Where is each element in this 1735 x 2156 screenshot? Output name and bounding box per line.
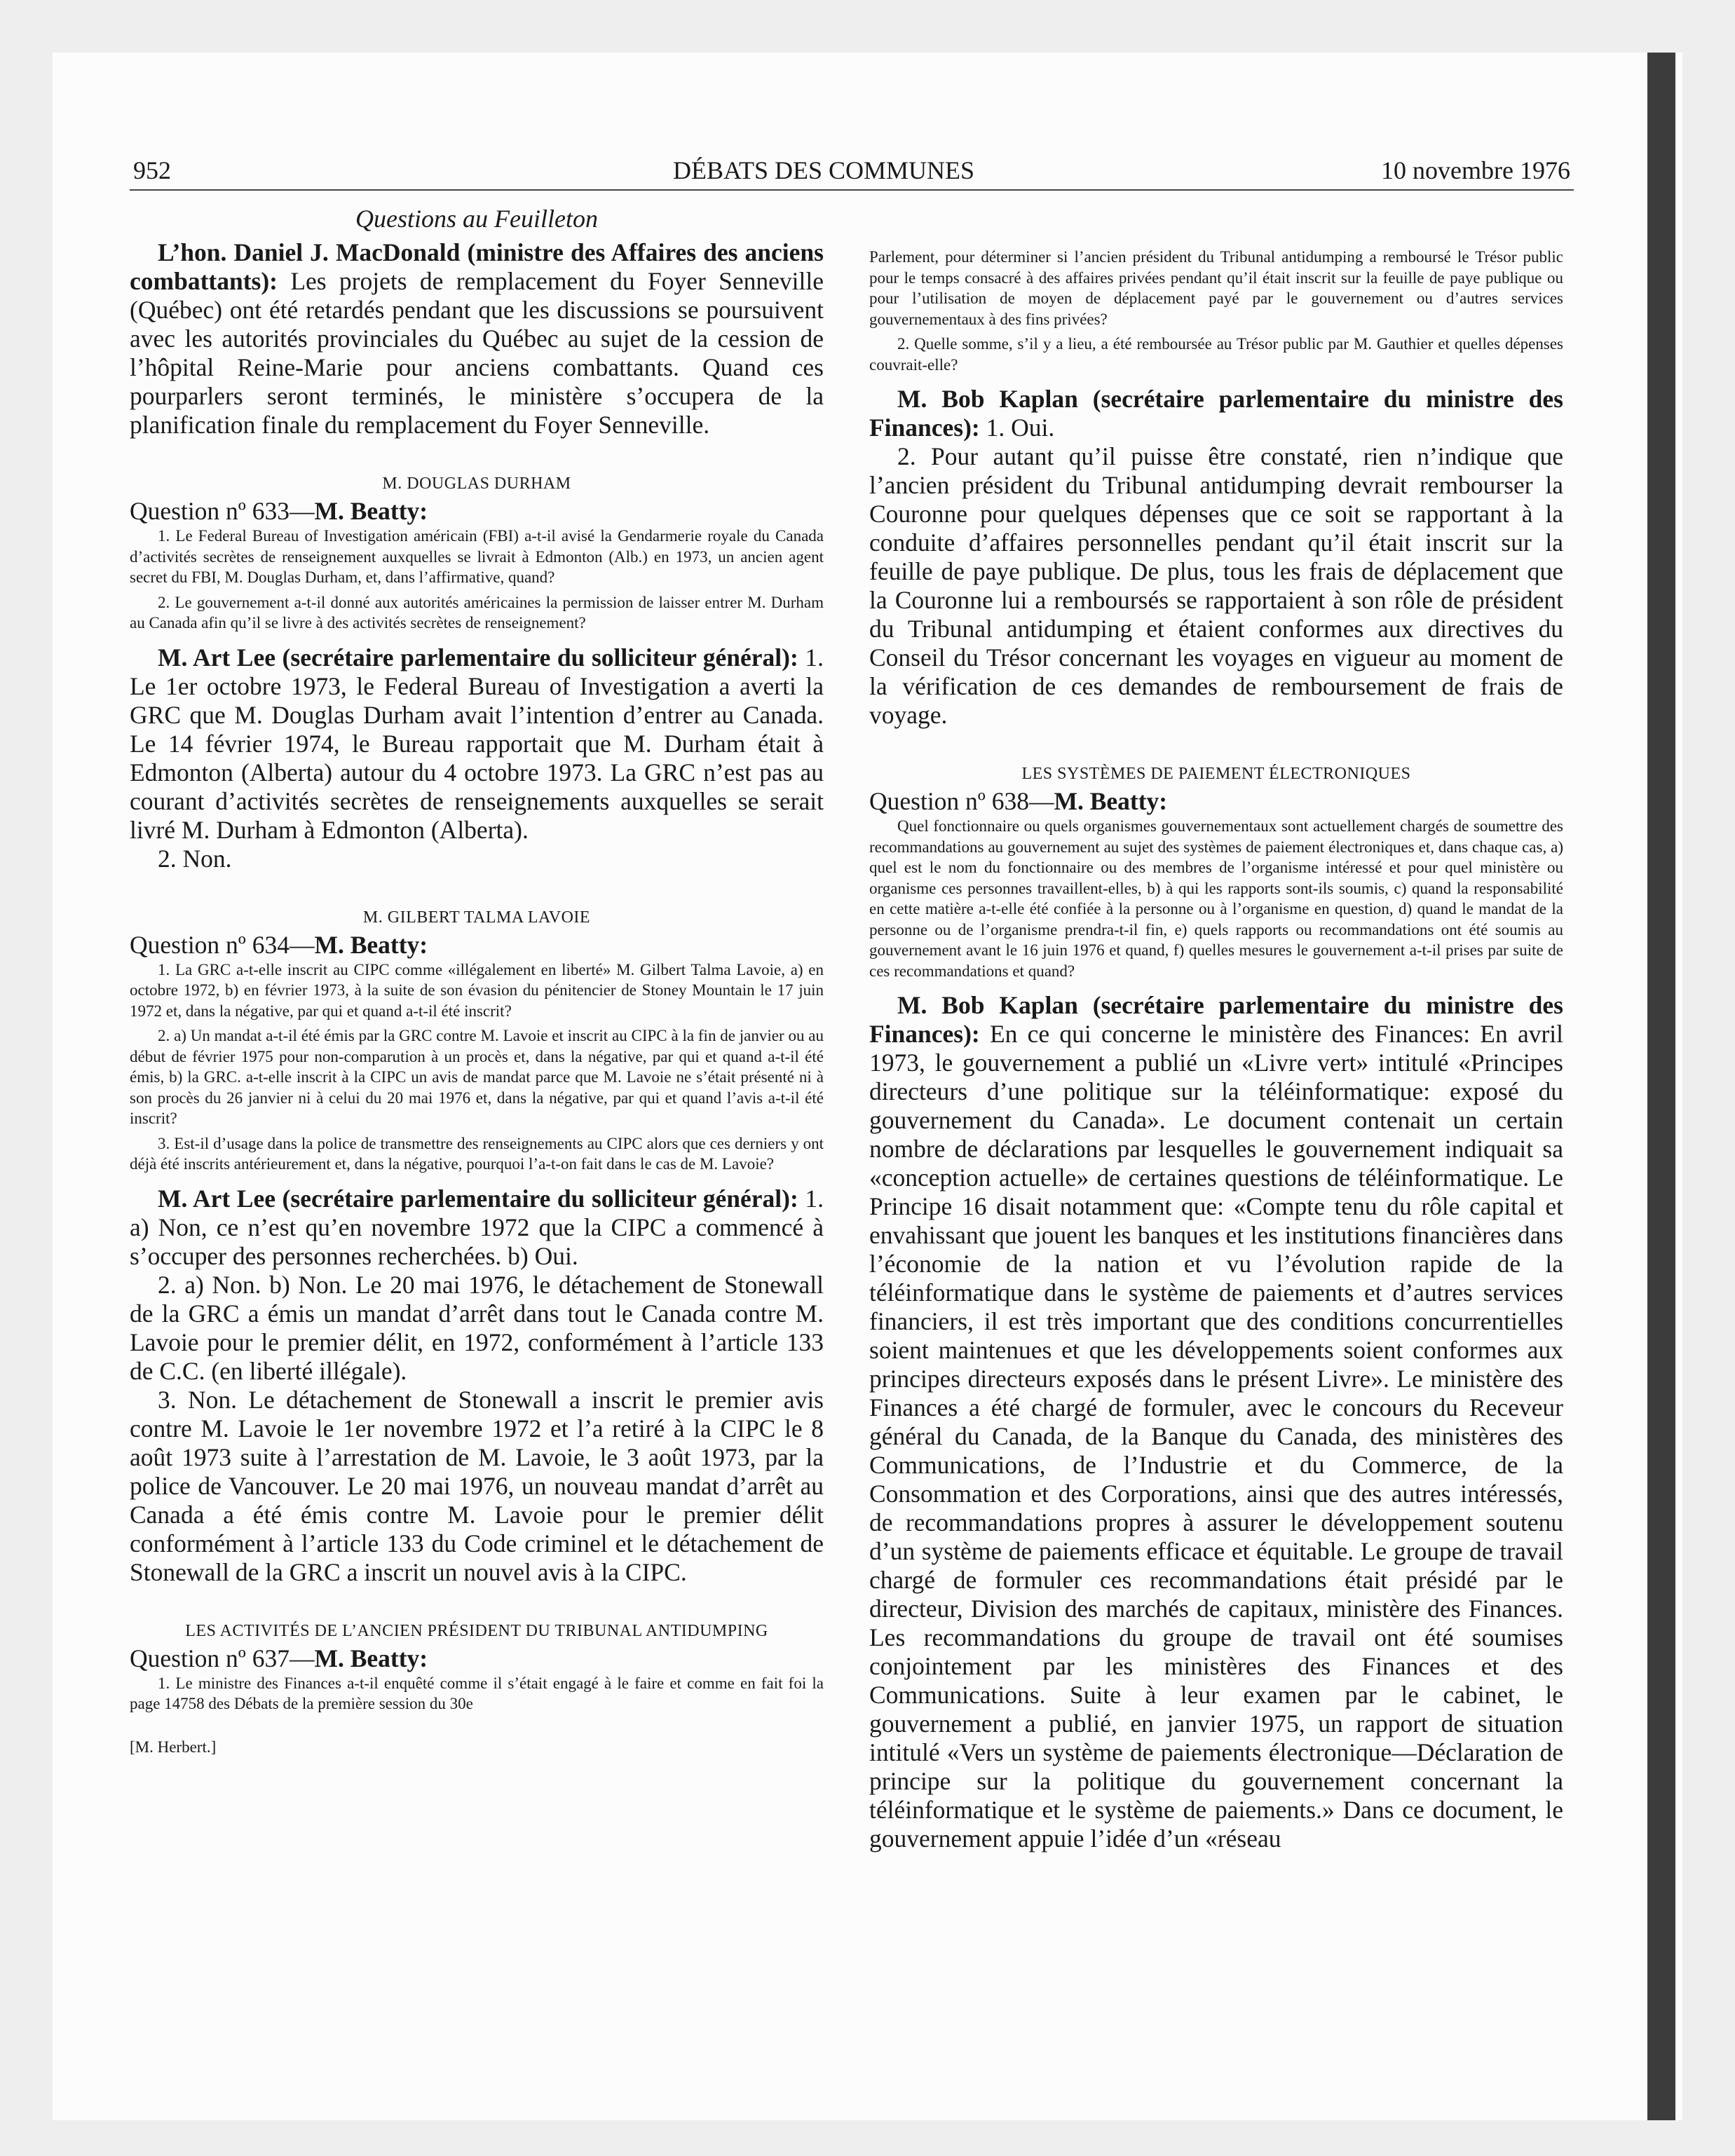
question-text: 2. Quelle somme, s’il y a lieu, a été remboursée au Trésor public par M. Gauthier et quelles dépenses couvrait-elle? bbox=[869, 335, 1563, 374]
question-text: Quel fonctionnaire ou quels organismes gouvernementaux sont actuellement chargés de soumettre des recommandations au gouvernement au sujet des systèmes de paiement électroniques et, dans chaque cas, a) quel est le nom du fonctionnaire ou des membres de l’organisme intéressé et pour quel ministère ou organisme ces personnes travaillent-elles, b) à qui les rapports sont-ils soumis, c) quand la responsabilité en cette matière a-t-elle été confiée à la personne ou à l’organisme en question, d) quand le mandat de la personne ou de l’organisme prendra-t-il fin, e) quels rapports ou recommandations ont été soumis au gouvernement avant le 16 juin 1976 et quand, f) quelles mesures le gouvernement a-t-il prises par suite de ces recommandations et quand? bbox=[869, 817, 1563, 980]
question-author: M. Beatty: bbox=[314, 497, 428, 525]
question-number: Question nº 634— bbox=[130, 930, 315, 959]
publication-title: DÉBATS DES COMMUNES bbox=[673, 156, 975, 184]
question-author: M. Beatty: bbox=[314, 1644, 428, 1672]
answer-text: En ce qui concerne le ministère des Finances: En avril 1973, le gouvernement a publié un «Livre vert» intitulé «Principes directeurs d’une politique sur la téléinformatique: exposé du gouvernement du Canada». Le document contenait un certain nombre de déclarations par lesquelles le gouvernement indiquait sa «conception actuelle» de certaines questions de téléinformatique. Le Principe 16 disait notamment que: «Compte tenu du rôle capital et envahissant que jouent les banques et les institutions financières dans l’économie de la nation et vu l’évolution rapide de la téléinformatique dans le système de paiements et d’autres services financiers, il est très important que des conditions concurrentielles soient maintenues et que les développements soient conformes aux principes directeurs exposés dans le présent Livre». Le ministère des Finances a été chargé de formuler, avec le concours du Receveur général du Canada, de la Banque du Canada, des ministères des Communications, de l’Industrie et du Commerce, de la Consommation et des Corporations, ainsi que des autres intéressés, de recommandations propres à assurer le développement soutenu d’un système de paiements efficace et équitable. Le groupe de travail chargé de formuler ces recommandations était présidé par le directeur, Division des marchés de capitaux, ministère des Finances. Les recommandations du groupe de travail ont été soumises conjointement par les ministères des Finances et des Communications. Suite à leur examen par le cabinet, le gouvernement a publié, en janvier 1975, un rapport de situation intitulé «Vers un système de paiements électronique—Déclaration de principe sur la politique du gouvernement concernant la téléinformatique et le système de paiements.» Dans ce document, le gouvernement appuie l’idée d’un «réseau bbox=[869, 1020, 1563, 1853]
answer-text: Les projets de remplacement du Foyer Senneville (Québec) ont été retardés pendant que les discussions se poursuivent avec les autorités provinciales du Québec au sujet de la cession de l’hôpital Reine-Marie pour anciens combattants. Quand ces pourparlers seront terminés, le ministère s’occupera de la planification finale du remplacement du Foyer Senneville. bbox=[130, 267, 824, 439]
question-text: 2. a) Un mandat a-t-il été émis par la GRC contre M. Lavoie et inscrit au CIPC à la fin de janvier ou au début de février 1975 pour non-comparution à un procès et, dans la négative, par qui et quand a-t-il été émis, b) la GRC. a-t-elle inscrit à la CIPC un avis de mandat parce que M. Lavoie ne s’était présenté ni à son procès du 26 janvier ni à celui du 20 mai 1976 et, dans la négative, par qui et quand l’avis a-t-il été inscrit? bbox=[130, 1027, 824, 1127]
question-heading bbox=[869, 787, 1563, 816]
question-text: Parlement, pour déterminer si l’ancien président du Tribunal antidumping a remboursé le Trésor public pour le temps consacré à des affaires privées pendant qu’il était inscrit sur la feuille de paye publique ou pour l’utilisation de moyen de déplacement payé par le gouvernement ou d’autres services gouvernementaux à des fins privées? bbox=[869, 248, 1563, 328]
answer-text: 1. Oui. bbox=[979, 414, 1055, 442]
speaker-name: M. Art Lee (secrétaire parlementaire du solliciteur général): bbox=[158, 1184, 798, 1213]
question-number: Question nº 637— bbox=[130, 1644, 315, 1672]
header-date: 10 novembre 1976 bbox=[1381, 156, 1570, 184]
subject-heading: M. GILBERT TALMA LAVOIE bbox=[362, 908, 591, 927]
question-number: Question nº 633— bbox=[130, 497, 315, 525]
section-title: Questions au Feuilleton bbox=[355, 205, 598, 233]
answer-paragraph bbox=[869, 991, 1563, 1853]
page-header bbox=[130, 156, 1574, 191]
answer-paragraph bbox=[130, 1185, 824, 1271]
subject-heading: LES SYSTÈMES DE PAIEMENT ÉLECTRONIQUES bbox=[1021, 765, 1411, 783]
speaker-name: M. Bob Kaplan (secrétaire parlementaire du ministre des Finances): bbox=[869, 991, 1563, 1048]
answer-text: 2. Pour autant qu’il puisse être constaté, rien n’indique que l’ancien président du Tribunal antidumping devrait rembourser la Couronne pour quelques dépenses que ce soit se rapportant à la conduite d’affaires personnelles pendant qu’il était inscrit sur la feuille de paye publique. De plus, tous les frais de déplacement que la Couronne lui a remboursés se rapportaient à son rôle de président du Tribunal antidumping et étaient conformes aux directives du Conseil du Trésor concernant les voyages en vigueur au moment de la vérification de ces demandes de remboursement de frais de voyage. bbox=[869, 442, 1563, 729]
subject-heading: M. DOUGLAS DURHAM bbox=[382, 475, 571, 493]
answer-text: 2. a) Non. b) Non. Le 20 mai 1976, le détachement de Stonewall de la GRC a émis un mandat d’arrêt dans tout le Canada contre M. Lavoie pour le premier délit, en 1972, conformément à l’article 133 de C.C. (en liberté illégale). bbox=[130, 1270, 824, 1385]
question-text: 1. Le ministre des Finances a-t-il enquêté comme il s’était engagé à le faire et comme en fait foi la page 14758 des Débats de la première session du 30e bbox=[130, 1674, 824, 1712]
answer-text: 1. Le 1er octobre 1973, le Federal Bureau of Investigation a averti la GRC que M. Douglas Durham avait l’intention d’entrer au Canada. Le 14 février 1974, le Bureau rapportait que M. Durham était à Edmonton (Alberta) autour du 4 octobre 1973. La GRC n’est pas au courant d’activités secrètes de renseignements auxquelles se serait livré M. Durham à Edmonton (Alberta). bbox=[130, 643, 824, 844]
question-number: Question nº 638— bbox=[869, 787, 1054, 815]
subject-heading: LES ACTIVITÉS DE L’ANCIEN PRÉSIDENT DU TRIBUNAL ANTIDUMPING bbox=[185, 1621, 768, 1640]
answer-text: 1. a) Non, ce n’est qu’en novembre 1972 que la CIPC a commencé à s’occuper des personnes recherchées. b) Oui. bbox=[130, 1184, 824, 1270]
answer-text: 2. Non. bbox=[158, 844, 232, 873]
speaker-name: M. Bob Kaplan (secrétaire parlementaire du ministre des Finances): bbox=[869, 385, 1563, 442]
question-heading bbox=[130, 931, 824, 960]
page-number: 952 bbox=[133, 156, 171, 184]
footnote: [M. Herbert.] bbox=[130, 1738, 217, 1756]
right-column bbox=[869, 247, 1563, 1853]
answer-text: 3. Non. Le détachement de Stonewall a inscrit le premier avis contre M. Lavoie le 1er novembre 1972 et l’a retiré à la CIPC le 8 août 1973 suite à l’arrestation de M. Lavoie, le 3 août 1973, par la police de Vancouver. Le 20 mai 1976, un nouveau mandat d’arrêt au Canada a été émis contre M. Lavoie pour le premier délit conformément à l’article 133 du Code criminel et le détachement de Stonewall de la GRC a inscrit un nouvel avis à la CIPC. bbox=[130, 1385, 824, 1586]
question-text: 3. Est-il d’usage dans la police de transmettre des renseignements au CIPC alors que ces derniers y ont déjà été inscrits antérieurement et, dans la négative, pourquoi l’a-t-on fait dans le cas de M. Lavoie? bbox=[130, 1134, 824, 1173]
question-heading bbox=[130, 1644, 824, 1673]
answer-paragraph bbox=[130, 238, 824, 439]
speaker-name: M. Art Lee (secrétaire parlementaire du solliciteur général): bbox=[158, 643, 798, 671]
scan-edge bbox=[1647, 53, 1675, 2120]
question-text: 2. Le gouvernement a-t-il donné aux autorités américaines la permission de laisser entrer M. Durham au Canada afin qu’il se livre à des activités secrètes de renseignement? bbox=[130, 593, 824, 632]
answer-paragraph bbox=[130, 643, 824, 845]
speaker-name: L’hon. Daniel J. MacDonald (ministre des Affaires des anciens combattants): bbox=[130, 238, 824, 295]
left-column bbox=[130, 203, 824, 1758]
question-heading bbox=[130, 497, 824, 526]
question-author: M. Beatty: bbox=[1054, 787, 1168, 815]
answer-paragraph bbox=[869, 385, 1563, 442]
question-author: M. Beatty: bbox=[314, 930, 428, 959]
question-text: 1. La GRC a-t-elle inscrit au CIPC comme «illégalement en liberté» M. Gilbert Talma Lavoie, a) en octobre 1972, b) en février 1973, à la suite de son évasion du pénitencier de Stoney Mountain le 17 juin 1972 et, dans la négative, par qui et quand a-t-il été inscrit? bbox=[130, 960, 824, 1020]
question-text: 1. Le Federal Bureau of Investigation américain (FBI) a-t-il avisé la Gendarmerie royale du Canada d’activités secrètes de renseignement auxquelles se livrait à Edmonton (Alb.) en 1973, un ancien agent secret du FBI, M. Douglas Durham, et, dans l’affirmative, quand? bbox=[130, 527, 824, 586]
